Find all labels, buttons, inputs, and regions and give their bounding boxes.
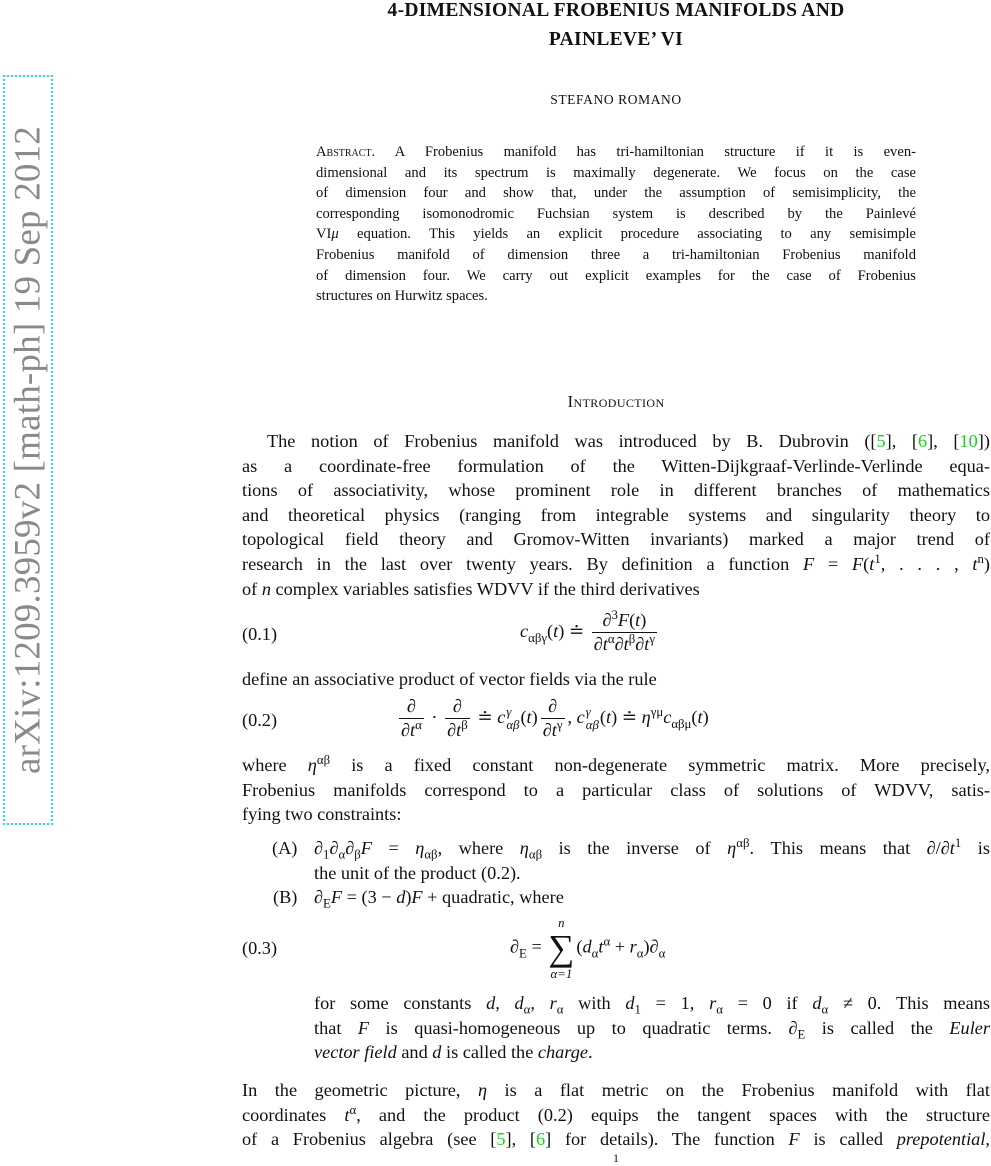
text-run: and — [396, 1042, 433, 1063]
math-italic: F — [360, 838, 372, 858]
math-italic: η — [519, 838, 529, 858]
text-run: , and the product (0.2) equips the tangent spaces with the structure — [356, 1104, 990, 1125]
math-italic: η — [415, 838, 425, 858]
equation-0-3 — [242, 916, 990, 986]
text-run: = 0 if — [722, 993, 813, 1013]
subscript: αβμ — [671, 716, 692, 731]
superscript: γ — [585, 704, 591, 719]
text-run: is — [961, 838, 990, 858]
sigma-symbol: ∑ — [548, 927, 575, 969]
math-italic: η — [307, 755, 317, 775]
math-italic: c — [663, 707, 672, 728]
abstract-line — [316, 286, 916, 307]
math-italic: η — [641, 707, 651, 728]
item-label: (A) — [272, 838, 298, 858]
text-run: , . . . , — [880, 553, 973, 574]
abstract-line — [316, 204, 916, 225]
superscript: α — [415, 717, 422, 732]
title-line: 4-DIMENSIONAL FROBENIUS MANIFOLDS AND — [387, 0, 845, 21]
numerator — [600, 607, 648, 632]
subscript: α — [523, 1002, 531, 1017]
math-italic: n — [261, 578, 271, 599]
math-italic: t — [456, 719, 462, 740]
text-run: tions of associativity, whose prominent role in different branches of mathematics — [242, 480, 990, 501]
text-run: In the geometric picture, — [242, 1080, 478, 1100]
subscript: E — [797, 1027, 806, 1042]
text-run: VI — [316, 226, 332, 243]
text-run: ( — [599, 707, 606, 728]
text-run: with — [563, 993, 626, 1013]
math-italic: d, d — [486, 993, 524, 1013]
subscript: β — [354, 847, 361, 862]
fraction — [592, 607, 657, 656]
fraction — [399, 696, 424, 742]
equation-0-1 — [242, 607, 990, 664]
text-run: ∂ — [314, 838, 324, 858]
text-run: ∂ — [447, 719, 457, 740]
text-paragraph — [242, 667, 990, 692]
text-run: · — [426, 707, 443, 728]
numerator — [546, 696, 559, 718]
summation — [548, 916, 574, 981]
text-run: as a coordinate-free formulation of the Witten-Dijkgraaf-Verlinde-Verlinde equa- — [242, 455, 990, 476]
text-line — [242, 1078, 990, 1103]
math-italic: F — [788, 1129, 800, 1150]
abstract-line — [316, 266, 916, 287]
math-italic: F — [411, 887, 423, 907]
denominator — [399, 718, 424, 742]
math-italic: t — [410, 719, 416, 740]
equation-body — [520, 607, 660, 656]
text-run: = — [526, 936, 547, 957]
subscript: E — [519, 946, 527, 961]
text-run: . — [587, 1042, 593, 1063]
arxiv-stamp — [3, 75, 53, 825]
subscript: α — [556, 1002, 564, 1017]
text-line — [242, 753, 990, 778]
math-italic: F — [617, 610, 630, 630]
text-run: = 1, — [640, 993, 710, 1013]
text-run: of — [242, 578, 262, 599]
superscript: β — [461, 717, 468, 732]
math-italic: d — [432, 1042, 442, 1063]
text-run: ) — [702, 707, 709, 728]
denominator — [592, 632, 657, 656]
subscript: α — [821, 1002, 829, 1017]
arxiv-stamp-text: arXiv:1209.3959v2 [math-ph] 19 Sep 2012 — [7, 125, 49, 775]
text-run: ∂ — [345, 838, 355, 858]
superscript: αβ — [736, 835, 750, 850]
text-run: ( — [576, 936, 583, 957]
paper-title — [242, 0, 990, 54]
text-run: ] for details). The function — [545, 1129, 789, 1150]
denominator — [445, 718, 470, 742]
text-run: is a flat metric on the Frobenius manifold with flat — [487, 1080, 990, 1100]
abstract-line — [316, 142, 916, 163]
subscript: α — [658, 946, 666, 961]
text-run: is called the — [441, 1042, 538, 1063]
text-run: = — [814, 553, 852, 574]
math-italic: vector field — [314, 1042, 397, 1063]
text-run: ∂ — [548, 696, 558, 716]
text-run: is called — [799, 1129, 897, 1150]
text-run: , where — [437, 838, 520, 858]
text-run: define an associative product of vector fields via the rule — [242, 669, 657, 689]
text-line — [314, 1016, 990, 1041]
text-run: of a Frobenius algebra (see [ — [242, 1129, 497, 1150]
author: STEFANO ROMANO — [550, 92, 682, 107]
text-run: ], [ — [885, 431, 919, 451]
text-run: = — [371, 838, 416, 858]
math-italic: t — [697, 707, 703, 728]
text-run: complex variables satisfies WDVV if the third derivatives — [270, 578, 700, 599]
text-line — [314, 1040, 990, 1065]
text-run: ≐ — [472, 707, 498, 728]
math-italic: t — [526, 707, 532, 728]
text-run: ], [ — [927, 431, 960, 451]
superscript: γμ — [650, 705, 664, 720]
math-italic: t — [598, 936, 604, 957]
equation-0-2 — [242, 696, 990, 750]
text-line — [242, 552, 990, 577]
text-run: fying two constraints: — [242, 804, 402, 825]
subscript: 1 — [323, 847, 330, 862]
text-run: topological field theory and Gromov-Witten invariants) marked a major trend of — [242, 529, 990, 550]
text-run: = (3 − — [342, 887, 397, 907]
text-run: ) ≐ — [558, 621, 589, 642]
text-run: ∂ — [542, 719, 552, 740]
text-run: Frobenius manifolds correspond to a particular class of solutions of WDVV, satis- — [242, 779, 990, 800]
text-run: ( — [547, 621, 554, 642]
fraction — [541, 696, 565, 742]
math-italic: F — [330, 887, 343, 907]
text-run: equation. This yields an explicit procedure associating to any semisimple — [338, 226, 916, 243]
constraint-a — [242, 836, 990, 885]
math-italic: t — [972, 553, 978, 574]
text-run: . This means that ∂/∂ — [749, 838, 950, 858]
equation-number: (0.1) — [242, 624, 278, 644]
text-run: , — [985, 1129, 990, 1150]
math-italic: r — [629, 936, 637, 957]
text-run: is called the — [805, 1017, 950, 1038]
superscript: α — [607, 631, 615, 646]
math-italic: prepotential — [896, 1129, 986, 1150]
text-run: ) ≐ — [611, 707, 642, 728]
abstract-line — [316, 163, 916, 184]
sub-superscript — [586, 706, 599, 733]
text-run: ∂ — [510, 936, 520, 957]
superscript: n — [977, 551, 984, 566]
text-run: The notion of Frobenius manifold was introduced by B. Dubrovin ([ — [267, 431, 877, 451]
text-run: ( — [691, 707, 698, 728]
constraint-b — [242, 885, 990, 910]
math-italic: t — [553, 621, 559, 642]
text-paragraph — [314, 991, 990, 1065]
text-run: ( — [863, 553, 870, 574]
text-run: + quadratic, where — [422, 887, 564, 907]
subscript: α — [716, 1002, 723, 1017]
numerator — [451, 696, 464, 718]
math-italic: , r — [530, 993, 557, 1013]
text-run: , — [567, 707, 577, 728]
item-label: (B) — [273, 887, 298, 907]
superscript: γ — [556, 717, 563, 732]
text-line — [242, 503, 990, 528]
text-run: ∂ — [401, 719, 411, 740]
text-run: + — [610, 936, 630, 957]
equation-number: (0.2) — [242, 710, 278, 730]
math-italic: t — [344, 1104, 350, 1125]
text-run: ∂ — [314, 887, 324, 907]
equation-number: (0.3) — [242, 938, 278, 958]
text-run: that — [314, 1017, 358, 1038]
citation-link[interactable]: 6 — [536, 1129, 546, 1150]
text-run: ∂ — [406, 696, 416, 716]
text-run: ≠ 0. This means — [828, 993, 990, 1013]
text-line — [314, 885, 990, 910]
text-run: coordinates — [242, 1104, 345, 1125]
text-paragraph — [242, 753, 990, 827]
text-run: is quasi-homogeneous up to quadratic terms. ∂ — [369, 1017, 798, 1038]
math-italic: c — [520, 621, 529, 642]
subscript: αβ — [528, 847, 543, 862]
citation-link[interactable]: 10 — [959, 431, 978, 451]
superscript: γ — [506, 704, 512, 719]
math-italic: charge — [537, 1042, 588, 1063]
citation-link[interactable]: 6 — [918, 431, 928, 451]
citation-link[interactable]: 5 — [496, 1129, 506, 1150]
text-run: dimensional and its spectrum is maximally degenerate. We focus on the case — [316, 164, 916, 181]
superscript: 3 — [611, 607, 618, 622]
page-number: 1 — [613, 1151, 619, 1165]
math-italic: d — [625, 993, 635, 1013]
math-italic: d — [812, 993, 822, 1013]
numerator — [405, 696, 418, 718]
math-italic: η — [727, 838, 737, 858]
superscript: γ — [649, 631, 656, 646]
text-run: where — [242, 755, 308, 775]
subscript: αβ — [424, 847, 438, 862]
text-run: structures on Hurwitz spaces. — [316, 288, 488, 305]
abstract — [316, 142, 916, 307]
text-run: ∂ — [602, 610, 612, 630]
equation-body — [396, 696, 709, 742]
section-title: Introduction — [567, 392, 665, 411]
text-run: A Frobenius manifold has tri-hamiltonian structure if it is even- — [375, 144, 916, 160]
denominator — [541, 718, 565, 742]
subscript: E — [323, 896, 331, 911]
subscript: αβγ — [528, 630, 547, 645]
math-italic: η — [477, 1080, 488, 1100]
text-run: of dimension four and show that, under the assumption of semisimplicity, the — [316, 185, 916, 202]
text-run: ) — [983, 553, 990, 574]
text-run: is the inverse of — [542, 838, 728, 858]
superscript: αβ — [316, 752, 331, 767]
text-run: corresponding isomonodromic Fuchsian system is described by the Painlevé — [316, 205, 916, 222]
subscript: α — [636, 946, 644, 961]
text-line — [242, 778, 990, 803]
math-italic: d — [396, 887, 406, 907]
text-run: ], [ — [505, 1129, 536, 1150]
text-line — [242, 667, 990, 692]
text-run: ∂ — [614, 633, 624, 654]
abstract-line — [316, 183, 916, 204]
math-italic: F — [852, 553, 864, 574]
text-run: ) — [531, 707, 538, 728]
text-run: Frobenius manifold of dimension three a tri-hamiltonian Frobenius manifold — [316, 246, 916, 263]
text-line — [242, 1103, 990, 1128]
math-italic: c — [497, 707, 506, 728]
math-italic: t — [623, 633, 629, 654]
subscript: αβ — [506, 717, 520, 732]
math-italic: d — [582, 936, 592, 957]
intro-paragraph — [242, 429, 990, 601]
superscript: α — [349, 1102, 357, 1117]
text-run: ∂ — [329, 838, 339, 858]
equation-body — [510, 916, 665, 981]
math-italic: t — [605, 707, 612, 728]
math-italic: t — [551, 719, 557, 740]
text-line — [242, 478, 990, 503]
fraction — [445, 696, 470, 742]
text-run: ( — [629, 610, 636, 630]
sub-superscript — [506, 706, 519, 733]
math-italic: F — [357, 1017, 370, 1038]
text-line — [242, 429, 990, 454]
subscript: αβ — [585, 717, 599, 732]
text-run: ) — [405, 887, 412, 907]
abstract-label: Abstract. — [316, 144, 376, 160]
math-italic: Euler — [949, 1017, 991, 1038]
superscript: α — [603, 934, 611, 949]
text-run: ( — [520, 707, 527, 728]
text-line — [242, 454, 990, 479]
text-run: of dimension four. We carry out explicit examples for the case of Frobenius — [316, 267, 916, 284]
math-italic: t — [602, 633, 608, 654]
math-italic: μ — [331, 226, 339, 243]
math-italic: t — [949, 838, 955, 858]
subscript: α — [591, 946, 599, 961]
math-italic: t — [644, 633, 650, 654]
text-run: research in the last over twenty years. By definition a function — [242, 553, 803, 574]
math-italic: r — [709, 993, 717, 1013]
subscript: α — [338, 847, 346, 862]
text-line — [314, 861, 990, 886]
text-run: ) — [640, 610, 647, 630]
superscript: β — [628, 631, 636, 646]
text-run: for some constants — [314, 993, 487, 1013]
text-paragraph — [242, 1078, 990, 1152]
text-run: the unit of the product (0.2). — [314, 862, 521, 883]
text-run: is a fixed constant non-degenerate symmetric matrix. More precisely, — [330, 755, 990, 775]
abstract-line — [316, 245, 916, 266]
text-line — [242, 577, 990, 602]
math-italic: c — [576, 707, 585, 728]
text-line — [314, 836, 990, 861]
text-line — [242, 1127, 990, 1152]
subscript: 1 — [634, 1002, 641, 1017]
math-italic: F — [803, 553, 815, 574]
text-run: ∂ — [593, 633, 603, 654]
text-run: ∂ — [452, 696, 462, 716]
title-line: PAINLEVE’ VI — [548, 29, 684, 50]
superscript: 1 — [954, 835, 962, 850]
upper-limit: n — [558, 916, 565, 930]
citation-link[interactable]: 5 — [876, 431, 886, 451]
text-run: ∂ — [635, 633, 645, 654]
math-italic: t — [635, 610, 641, 630]
text-run: and theoretical physics (ranging from integrable systems and singularity theory to — [242, 504, 990, 525]
math-italic: t — [869, 553, 875, 574]
text-run: )∂ — [643, 936, 659, 957]
text-line — [242, 802, 990, 827]
abstract-line — [316, 224, 916, 245]
superscript: 1 — [874, 551, 881, 566]
lower-limit: α=1 — [550, 966, 573, 981]
text-line — [314, 991, 990, 1016]
text-line — [242, 527, 990, 552]
text-run: ]) — [977, 431, 990, 451]
